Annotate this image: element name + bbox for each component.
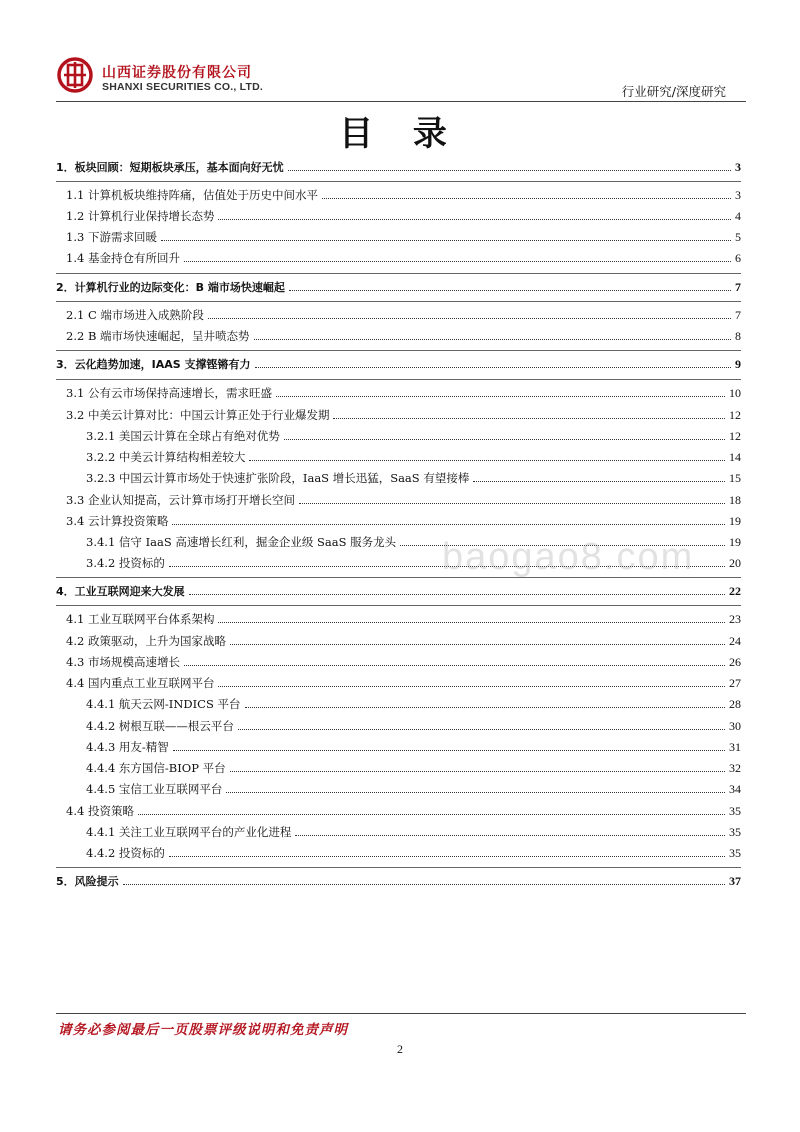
toc-entry-page: 3 bbox=[735, 188, 741, 202]
toc-dot-leader bbox=[226, 792, 725, 793]
toc-separator bbox=[56, 350, 741, 351]
toc-entry-page: 19 bbox=[729, 514, 741, 528]
toc-dot-leader bbox=[284, 439, 725, 440]
toc-dot-leader bbox=[161, 240, 731, 241]
report-type-label: 行业研究/深度研究 bbox=[621, 84, 726, 99]
toc-entry-title: 5．风险提示 bbox=[56, 875, 119, 888]
page-title: 目 录 bbox=[339, 114, 461, 154]
toc-dot-leader bbox=[218, 622, 725, 623]
toc-entry[interactable] bbox=[56, 760, 741, 776]
toc-entry-page: 23 bbox=[729, 612, 741, 626]
toc-separator bbox=[56, 605, 741, 606]
toc-dot-leader bbox=[230, 644, 725, 645]
toc-entry-page: 37 bbox=[729, 874, 741, 888]
toc-separator bbox=[56, 181, 741, 182]
toc-separator bbox=[56, 379, 741, 380]
toc-entry[interactable] bbox=[56, 873, 741, 890]
toc-entry-title: 4.2 政策驱动，上升为国家战略 bbox=[66, 634, 226, 648]
toc-entry-title: 3.2.1 美国云计算在全球占有绝对优势 bbox=[86, 429, 280, 443]
toc-entry[interactable] bbox=[56, 208, 741, 224]
toc-entry-page: 35 bbox=[729, 846, 741, 860]
toc-entry[interactable] bbox=[56, 279, 741, 296]
toc-entry-page: 3 bbox=[735, 160, 741, 174]
toc-entry-title: 2．计算机行业的边际变化：B 端市场快速崛起 bbox=[56, 281, 285, 294]
toc-entry-page: 8 bbox=[735, 329, 741, 343]
toc-entry-title: 1.4 基金持仓有所回升 bbox=[66, 251, 180, 265]
toc-separator bbox=[56, 867, 741, 868]
toc-dot-leader bbox=[255, 367, 731, 368]
toc-entry[interactable] bbox=[56, 407, 741, 423]
toc-dot-leader bbox=[288, 170, 731, 171]
toc-entry-title: 2.2 B 端市场快速崛起，呈井喷态势 bbox=[66, 329, 250, 343]
toc-dot-leader bbox=[254, 339, 731, 340]
toc-entry-page: 4 bbox=[735, 209, 741, 223]
toc-dot-leader bbox=[295, 835, 725, 836]
company-name-cn: 山西证券股份有限公司 bbox=[102, 65, 252, 81]
company-logo-icon bbox=[56, 56, 94, 94]
toc-dot-leader bbox=[172, 524, 725, 525]
toc-dot-leader bbox=[238, 729, 725, 730]
toc-entry-title: 2.1 C 端市场进入成熟阶段 bbox=[66, 308, 204, 322]
toc-entry-title: 4.4 国内重点工业互联网平台 bbox=[66, 676, 215, 690]
toc-entry[interactable] bbox=[56, 356, 741, 373]
toc-entry[interactable] bbox=[56, 449, 741, 465]
toc-entry-page: 7 bbox=[735, 280, 741, 294]
toc-entry-title: 4.1 工业互联网平台体系架构 bbox=[66, 612, 215, 626]
toc-entry[interactable] bbox=[56, 739, 741, 755]
toc-entry[interactable] bbox=[56, 470, 741, 486]
toc-entry-title: 3.2.2 中美云计算结构相差较大 bbox=[86, 450, 246, 464]
toc-entry[interactable] bbox=[56, 229, 741, 245]
toc-dot-leader bbox=[218, 686, 725, 687]
toc-entry[interactable] bbox=[56, 611, 741, 627]
header-divider bbox=[56, 101, 746, 102]
toc-dot-leader bbox=[218, 219, 731, 220]
toc-entry-page: 6 bbox=[735, 251, 741, 265]
toc-entry[interactable] bbox=[56, 696, 741, 712]
toc-entry-page: 35 bbox=[729, 825, 741, 839]
toc-dot-leader bbox=[473, 481, 725, 482]
toc-entry-title: 1．板块回顾：短期板块承压，基本面向好无忧 bbox=[56, 161, 284, 174]
toc-dot-leader bbox=[123, 884, 725, 885]
toc-dot-leader bbox=[289, 290, 731, 291]
toc-entry[interactable] bbox=[56, 187, 741, 203]
toc-entry-title: 3.2 中美云计算对比：中国云计算正处于行业爆发期 bbox=[66, 408, 330, 422]
toc-dot-leader bbox=[138, 814, 725, 815]
toc-dot-leader bbox=[249, 460, 725, 461]
toc-dot-leader bbox=[299, 503, 725, 504]
toc-entry-page: 18 bbox=[729, 493, 741, 507]
toc-entry-title: 3.4.2 投资标的 bbox=[86, 556, 165, 570]
toc-entry-page: 5 bbox=[735, 230, 741, 244]
toc-entry-title: 3.1 公有云市场保持高速增长，需求旺盛 bbox=[66, 386, 272, 400]
toc-entry[interactable] bbox=[56, 583, 741, 600]
toc-dot-leader bbox=[169, 856, 725, 857]
toc-entry-page: 34 bbox=[729, 782, 741, 796]
toc-entry[interactable] bbox=[56, 718, 741, 734]
toc-dot-leader bbox=[184, 261, 731, 262]
toc-entry-title: 3.4.1 信守 IaaS 高速增长红利，掘金企业级 SaaS 服务龙头 bbox=[86, 535, 397, 549]
toc-entry-title: 3.4 云计算投资策略 bbox=[66, 514, 169, 528]
toc-dot-leader bbox=[189, 594, 725, 595]
toc-dot-leader bbox=[173, 750, 725, 751]
toc-entry[interactable] bbox=[56, 385, 741, 401]
toc-entry-title: 4.4.1 航天云网-INDICS 平台 bbox=[86, 697, 241, 711]
toc-separator bbox=[56, 273, 741, 274]
toc-entry[interactable] bbox=[56, 781, 741, 797]
toc-dot-leader bbox=[333, 418, 725, 419]
toc-entry[interactable] bbox=[56, 428, 741, 444]
page-number: 2 bbox=[397, 1042, 403, 1056]
toc-entry[interactable] bbox=[56, 307, 741, 323]
toc-separator bbox=[56, 301, 741, 302]
toc-entry-title: 1.3 下游需求回暖 bbox=[66, 230, 157, 244]
toc-entry[interactable] bbox=[56, 824, 741, 840]
toc-entry-title: 3．云化趋势加速，IAAS 支撑铿锵有力 bbox=[56, 358, 251, 371]
toc-dot-leader bbox=[322, 198, 731, 199]
toc-entry-title: 3.2.3 中国云计算市场处于快速扩张阶段，IaaS 增长迅猛，SaaS 有望接棒 bbox=[86, 471, 470, 485]
toc-entry-page: 10 bbox=[729, 386, 741, 400]
toc-entry-title: 4.3 市场规模高速增长 bbox=[66, 655, 180, 669]
toc-entry-title: 1.2 计算机行业保持增长态势 bbox=[66, 209, 215, 223]
toc-entry-page: 35 bbox=[729, 804, 741, 818]
toc-entry-title: 4.4.2 树根互联——根云平台 bbox=[86, 719, 234, 733]
toc-dot-leader bbox=[208, 318, 731, 319]
toc-entry-page: 26 bbox=[729, 655, 741, 669]
toc-entry[interactable] bbox=[56, 845, 741, 861]
toc-entry-title: 1.1 计算机板块维持阵痛，估值处于历史中间水平 bbox=[66, 188, 318, 202]
toc-entry-page: 7 bbox=[735, 308, 741, 322]
toc-entry[interactable] bbox=[56, 675, 741, 691]
disclaimer-text: 请务必参阅最后一页股票评级说明和免责声明 bbox=[58, 1022, 348, 1038]
toc-entry-page: 22 bbox=[729, 584, 741, 598]
toc-entry[interactable] bbox=[56, 492, 741, 508]
company-name-en: SHANXI SECURITIES CO., LTD. bbox=[102, 81, 263, 93]
toc-entry-title: 4.4.1 关注工业互联网平台的产业化进程 bbox=[86, 825, 292, 839]
toc-entry-page: 14 bbox=[729, 450, 741, 464]
toc-entry-page: 12 bbox=[729, 408, 741, 422]
toc-entry-page: 27 bbox=[729, 676, 741, 690]
report-header bbox=[56, 56, 746, 102]
toc-entry-page: 31 bbox=[729, 740, 741, 754]
toc-dot-leader bbox=[245, 707, 725, 708]
toc-dot-leader bbox=[276, 396, 725, 397]
toc-entry[interactable] bbox=[56, 654, 741, 670]
toc-dot-leader bbox=[184, 665, 725, 666]
toc-entry[interactable] bbox=[56, 513, 741, 529]
toc-entry-page: 19 bbox=[729, 535, 741, 549]
watermark: baogao8.com bbox=[442, 536, 695, 578]
toc-entry-page: 9 bbox=[735, 357, 741, 371]
toc-entry-page: 24 bbox=[729, 634, 741, 648]
toc-entry-page: 28 bbox=[729, 697, 741, 711]
toc-entry[interactable] bbox=[56, 250, 741, 266]
toc-entry-title: 4.4.3 用友-精智 bbox=[86, 740, 169, 754]
toc-entry-title: 4.4.5 宝信工业互联网平台 bbox=[86, 782, 223, 796]
toc-entry-page: 15 bbox=[729, 471, 741, 485]
toc-entry-title: 4．工业互联网迎来大发展 bbox=[56, 585, 185, 598]
toc-entry-title: 3.3 企业认知提高，云计算市场打开增长空间 bbox=[66, 493, 295, 507]
toc-entry[interactable] bbox=[56, 633, 741, 649]
toc-entry[interactable] bbox=[56, 159, 741, 176]
toc-dot-leader bbox=[230, 771, 725, 772]
toc-entry-page: 30 bbox=[729, 719, 741, 733]
toc-entry-title: 4.4 投资策略 bbox=[66, 804, 134, 818]
toc-entry-title: 4.4.2 投资标的 bbox=[86, 846, 165, 860]
toc-entry[interactable] bbox=[56, 328, 741, 344]
toc-entry-page: 32 bbox=[729, 761, 741, 775]
toc-entry-page: 20 bbox=[729, 556, 741, 570]
toc-entry-title: 4.4.4 东方国信-BIOP 平台 bbox=[86, 761, 226, 775]
toc-entry[interactable] bbox=[56, 803, 741, 819]
toc-entry-page: 12 bbox=[729, 429, 741, 443]
footer-divider bbox=[56, 1013, 746, 1014]
